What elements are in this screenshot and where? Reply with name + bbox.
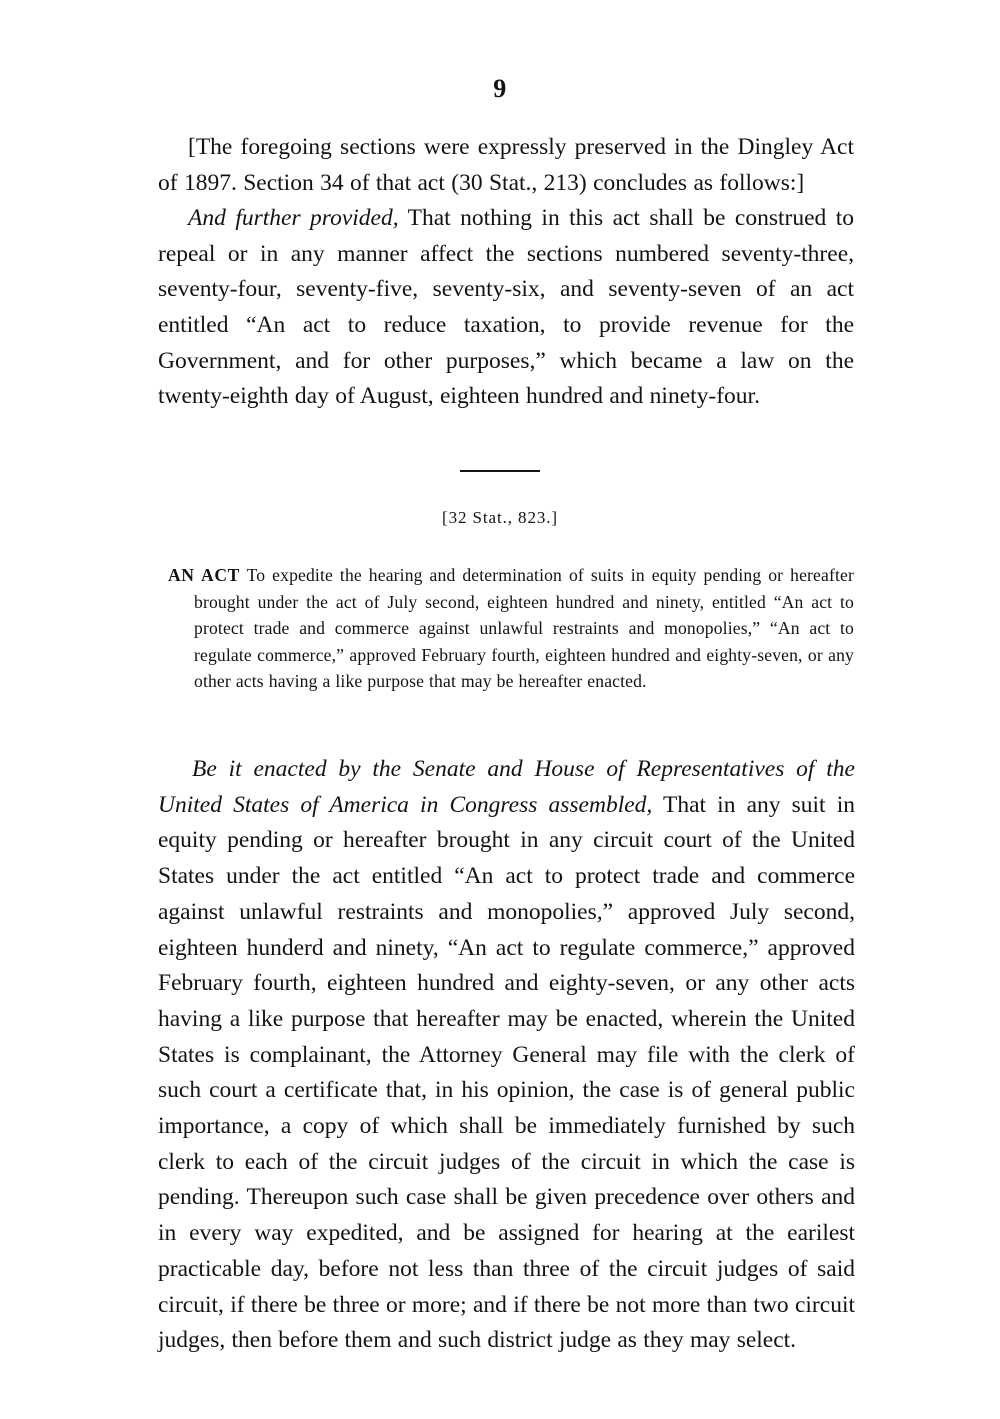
- proviso-body-text: That nothing in this act shall be construed to repeal or in any manner affect the sections numbered seventy-three, seventy-four, seventy-five, seventy-six, and seventy-seven of an act entitled “An act to reduce taxation, to provide revenue for the Government, and for other purposes,” which became a law on the twenty-eighth day of August, eighteen hundred and ninety-four.: [158, 205, 854, 410]
- enacting-body-text: That in any suit in equity pending or hereafter brought in any circuit court of the United States under the act entitled “An act to protect trade and commerce against unlawful restraints and monopolies,” approved July second, eighteen hunderd and ninety, “An act to regulate commerce,” approved February fourth, eighteen hundred and eighty-seven, or any other acts having a like purpose that hereafter may be enacted, wherein the United States is complainant, the Attorney General may file with the clerk of such court a certificate that, in his opinion, the case is of general public importance, a copy of which shall be immediately furnished by such clerk to each of the circuit judges of the circuit in which the case is pending. Thereupon such case shall be given precedence over others and in every way expedited, and be assigned for hearing at the earilest practicable day, before not less than three of the circuit judges of said circuit, if there be three or more; and if there be not more than two circuit judges, then before them and such district judge as they may select.: [158, 791, 855, 1354]
- paragraph-enacting-clause: [158, 752, 855, 1359]
- text-column: [158, 130, 854, 415]
- act-title-text: To expedite the hearing and determination of suits in equity pending or hereafter brought under the act of July second, eighteen hundred and ninety, entitled “An act to protect trade and commerce against unlawful restraints and monopolies,” “An act to regulate commerce,” approved February fourth, eighteen hundred and eighty-seven, or any other acts having a like purpose that may be hereafter enacted.: [194, 565, 854, 692]
- paragraph-bracketed-note: [The foregoing sections were expressly preserved in the Dingley Act of 1897. Section 34 of that act (30 Stat., 213) concludes as follows:]: [158, 134, 854, 196]
- act-title-block: [168, 562, 854, 695]
- enacting-section: [158, 752, 855, 1359]
- section-divider: [0, 468, 1000, 472]
- proviso-italic-lead: And further provided,: [188, 205, 399, 232]
- enacting-italic-lead: Be it enacted by the Senate and House of Representatives of the United States of America in Congress assembled,: [158, 756, 855, 818]
- divider-rule: [460, 470, 540, 472]
- paragraph-proviso: [158, 201, 854, 415]
- page-number: 9: [493, 74, 507, 103]
- act-lead-label: AN ACT: [168, 565, 240, 585]
- statute-citation: [32 Stat., 823.]: [442, 508, 558, 527]
